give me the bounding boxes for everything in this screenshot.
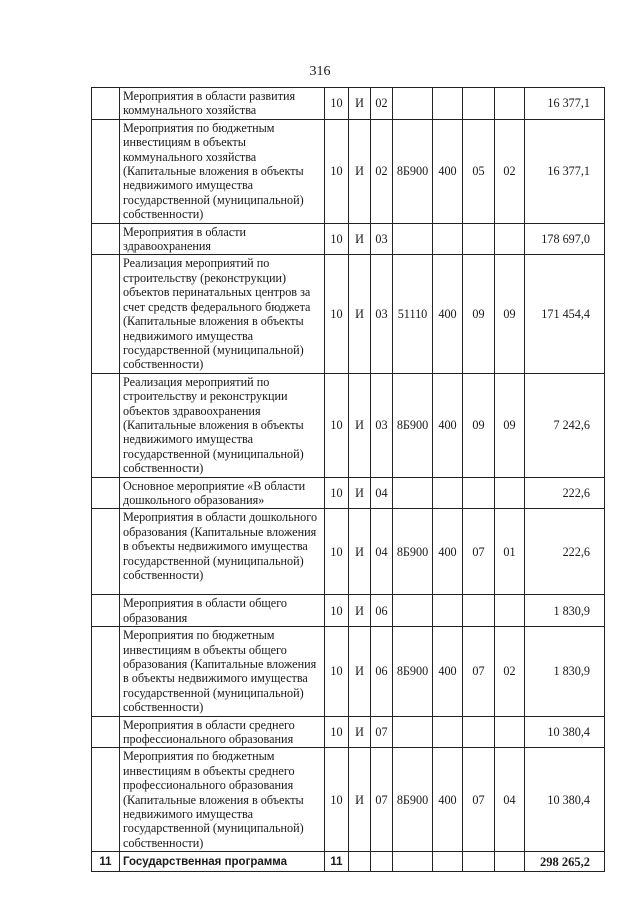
program-code: 10 [325, 477, 349, 509]
row-amount: 10 380,4 [525, 748, 605, 852]
expense-type-code: 400 [433, 373, 463, 477]
row-name: Мероприятия в области дошкольного образования (Капитальные вложения в объекты недвижимого имущества государственной (муниципальной) собственности) [120, 509, 325, 595]
row-amount: 7 242,6 [525, 373, 605, 477]
direction-code [393, 852, 433, 872]
row-name: Мероприятия в области общего образования [120, 595, 325, 627]
direction-code: 51110 [393, 255, 433, 373]
row-name: Мероприятия по бюджетным инвестициям в объекты среднего профессионального образования (Капитальные вложения в объекты недвижимого имущества государственной (муниципальной) собственности) [120, 748, 325, 852]
subprogram-code: И [349, 477, 371, 509]
event-code: 03 [371, 223, 393, 255]
direction-code: 8Б900 [393, 509, 433, 595]
event-code: 04 [371, 477, 393, 509]
row-amount: 10 380,4 [525, 716, 605, 748]
subsection-code: 01 [495, 509, 525, 595]
expense-type-code: 400 [433, 627, 463, 716]
direction-code [393, 716, 433, 748]
row-name: Реализация мероприятий по строительству и реконструкции объектов здравоохранения (Капитальные вложения в объекты недвижимого имущества государственной (муниципальной) собственности) [120, 373, 325, 477]
section-code [463, 852, 495, 872]
expense-type-code [433, 88, 463, 120]
section-code: 07 [463, 748, 495, 852]
event-code: 06 [371, 595, 393, 627]
program-code: 10 [325, 223, 349, 255]
event-code: 02 [371, 88, 393, 120]
direction-code [393, 595, 433, 627]
subsection-code [495, 477, 525, 509]
event-code: 06 [371, 627, 393, 716]
table-row [92, 595, 605, 627]
row-amount: 16 377,1 [525, 119, 605, 223]
table-body [92, 88, 605, 872]
table-row [92, 255, 605, 373]
program-code: 10 [325, 373, 349, 477]
event-code: 04 [371, 509, 393, 595]
table-row [92, 373, 605, 477]
row-number [92, 255, 120, 373]
row-number [92, 509, 120, 595]
table-row [92, 716, 605, 748]
program-code: 11 [325, 852, 349, 872]
total-row [92, 852, 605, 872]
program-code: 10 [325, 716, 349, 748]
expense-type-code: 400 [433, 748, 463, 852]
row-amount: 222,6 [525, 477, 605, 509]
row-name: Мероприятия по бюджетным инвестициям в объекты общего образования (Капитальные вложения в объекты недвижимого имущества государственной (муниципальной) собственности) [120, 627, 325, 716]
expense-type-code [433, 716, 463, 748]
subsection-code [495, 716, 525, 748]
expense-type-code [433, 595, 463, 627]
row-name: Реализация мероприятий по строительству (реконструкции) объектов перинатальных центров за счет средств федерального бюджета (Капитальные вложения в объекты недвижимого имущества государственной (муниципальной) собственности) [120, 255, 325, 373]
direction-code: 8Б900 [393, 373, 433, 477]
subprogram-code: И [349, 255, 371, 373]
table-row [92, 748, 605, 852]
row-number [92, 627, 120, 716]
program-code: 10 [325, 88, 349, 120]
direction-code [393, 88, 433, 120]
event-code [371, 852, 393, 872]
row-amount: 298 265,2 [525, 852, 605, 872]
row-number: 11 [92, 852, 120, 872]
section-code: 05 [463, 119, 495, 223]
expense-type-code: 400 [433, 255, 463, 373]
row-number [92, 595, 120, 627]
table-row [92, 477, 605, 509]
event-code: 03 [371, 255, 393, 373]
subsection-code [495, 595, 525, 627]
section-code: 07 [463, 509, 495, 595]
program-code: 10 [325, 748, 349, 852]
row-amount: 222,6 [525, 509, 605, 595]
expense-type-code: 400 [433, 119, 463, 223]
direction-code [393, 477, 433, 509]
row-name: Основное мероприятие «В области дошкольного образования» [120, 477, 325, 509]
event-code: 03 [371, 373, 393, 477]
row-name: Мероприятия по бюджетным инвестициям в объекты коммунального хозяйства (Капитальные вложения в объекты недвижимого имущества государственной (муниципальной) собственности) [120, 119, 325, 223]
subprogram-code: И [349, 373, 371, 477]
subsection-code: 09 [495, 373, 525, 477]
subsection-code: 09 [495, 255, 525, 373]
section-code: 09 [463, 373, 495, 477]
subprogram-code: И [349, 748, 371, 852]
subsection-code [495, 852, 525, 872]
section-code [463, 88, 495, 120]
row-name: Мероприятия в области среднего профессионального образования [120, 716, 325, 748]
expense-type-code [433, 852, 463, 872]
program-code: 10 [325, 627, 349, 716]
row-number [92, 748, 120, 852]
row-name: Государственная программа [120, 852, 325, 872]
subprogram-code [349, 852, 371, 872]
page-number: 316 [309, 64, 331, 79]
row-amount: 178 697,0 [525, 223, 605, 255]
section-code: 09 [463, 255, 495, 373]
event-code: 07 [371, 748, 393, 852]
section-code [463, 223, 495, 255]
budget-table [91, 87, 605, 872]
direction-code [393, 223, 433, 255]
subprogram-code: И [349, 595, 371, 627]
program-code: 10 [325, 119, 349, 223]
table-row [92, 119, 605, 223]
expense-type-code: 400 [433, 509, 463, 595]
row-number [92, 88, 120, 120]
row-name: Мероприятия в области здравоохранения [120, 223, 325, 255]
section-code [463, 477, 495, 509]
section-code: 07 [463, 627, 495, 716]
subprogram-code: И [349, 223, 371, 255]
subprogram-code: И [349, 88, 371, 120]
row-number [92, 373, 120, 477]
direction-code: 8Б900 [393, 627, 433, 716]
table-row [92, 223, 605, 255]
subsection-code [495, 223, 525, 255]
subprogram-code: И [349, 509, 371, 595]
event-code: 02 [371, 119, 393, 223]
subsection-code [495, 88, 525, 120]
row-number [92, 119, 120, 223]
section-code [463, 716, 495, 748]
subsection-code: 02 [495, 627, 525, 716]
program-code: 10 [325, 509, 349, 595]
table-row [92, 88, 605, 120]
subprogram-code: И [349, 627, 371, 716]
table-row [92, 627, 605, 716]
row-number [92, 477, 120, 509]
event-code: 07 [371, 716, 393, 748]
row-amount: 1 830,9 [525, 595, 605, 627]
direction-code: 8Б900 [393, 748, 433, 852]
expense-type-code [433, 223, 463, 255]
row-number [92, 716, 120, 748]
section-code [463, 595, 495, 627]
program-code: 10 [325, 255, 349, 373]
row-number [92, 223, 120, 255]
table-row [92, 509, 605, 595]
subsection-code: 04 [495, 748, 525, 852]
subprogram-code: И [349, 119, 371, 223]
row-amount: 1 830,9 [525, 627, 605, 716]
program-code: 10 [325, 595, 349, 627]
direction-code: 8Б900 [393, 119, 433, 223]
subsection-code: 02 [495, 119, 525, 223]
row-name: Мероприятия в области развития коммунального хозяйства [120, 88, 325, 120]
subprogram-code: И [349, 716, 371, 748]
row-amount: 16 377,1 [525, 88, 605, 120]
row-amount: 171 454,4 [525, 255, 605, 373]
expense-type-code [433, 477, 463, 509]
